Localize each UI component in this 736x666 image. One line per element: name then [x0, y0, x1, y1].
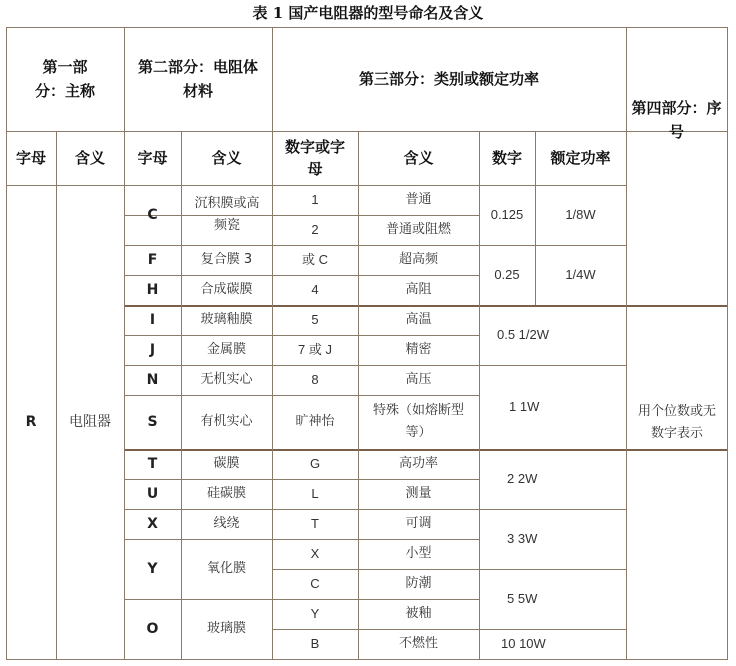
category-code: T — [311, 516, 319, 531]
material-letter: N — [146, 372, 159, 388]
category-meaning: 测量 — [405, 486, 432, 501]
category-code: 8 — [311, 372, 319, 387]
power-rating: 1/4W — [565, 267, 596, 282]
material-meaning: 有机实心 — [200, 414, 253, 429]
power-merged: 5 5W — [507, 591, 538, 606]
header-part1: 第一部分：主称 — [34, 58, 95, 100]
part1-letter: R — [25, 414, 37, 430]
material-letter: I — [149, 312, 156, 328]
category-code: Y — [310, 606, 320, 621]
category-code: 5 — [311, 312, 319, 327]
power-digit: 0.25 — [494, 267, 520, 282]
category-meaning: 精密 — [405, 342, 432, 357]
category-meaning: 高温 — [405, 312, 432, 327]
power-merged: 0.5 1/2W — [497, 327, 550, 342]
resistor-naming-table — [6, 27, 728, 660]
material-letter: S — [147, 414, 158, 430]
category-meaning: 高阻 — [405, 282, 432, 297]
part4-body: 用个位数或无数字表示 — [637, 404, 716, 441]
category-code: 1 — [311, 192, 319, 207]
material-meaning: 线绕 — [213, 516, 240, 531]
material-letter: H — [146, 282, 159, 298]
category-meaning: 可调 — [405, 516, 432, 531]
material-meaning: 玻璃釉膜 — [200, 312, 253, 327]
material-meaning: 碳膜 — [213, 456, 240, 471]
part1-meaning: 电阻器 — [69, 414, 111, 430]
material-letter: J — [149, 342, 156, 358]
subheader-rated-power: 额定功率 — [550, 149, 611, 167]
category-meaning: 高功率 — [398, 456, 438, 471]
category-code: 旷神怡 — [295, 414, 335, 429]
subheader-meaning-3: 含义 — [403, 149, 434, 167]
material-meaning: 合成碳膜 — [200, 282, 253, 297]
category-meaning: 高压 — [405, 372, 432, 387]
category-code: 4 — [311, 282, 319, 297]
category-code: L — [311, 486, 319, 501]
subheader-letter-1: 字母 — [15, 149, 46, 167]
material-letter: U — [146, 486, 159, 502]
power-rating: 1/8W — [565, 207, 596, 222]
power-digit: 0.125 — [490, 207, 524, 222]
subheader-num-or-letter: 数字或字母 — [284, 138, 345, 178]
header-part3: 第三部分：类别或额定功率 — [358, 70, 539, 88]
power-merged: 3 3W — [507, 531, 538, 546]
power-merged: 2 2W — [507, 471, 538, 486]
material-letter: C — [147, 207, 158, 223]
category-meaning: 特殊（如熔断型等） — [372, 403, 464, 440]
material-meaning: 无机实心 — [200, 372, 253, 387]
category-code: C — [310, 576, 320, 591]
category-meaning: 被釉 — [405, 606, 432, 621]
category-meaning: 普通 — [405, 192, 432, 207]
category-code: 2 — [311, 222, 319, 237]
power-merged: 1 1W — [509, 399, 540, 414]
material-meaning: 氧化膜 — [206, 561, 246, 576]
material-meaning: 沉积膜或高频瓷 — [194, 196, 260, 233]
subheader-letter-2: 字母 — [137, 149, 168, 167]
material-meaning: 玻璃膜 — [206, 621, 246, 636]
category-code: X — [310, 546, 320, 561]
category-code: G — [309, 456, 321, 471]
subheader-meaning-1: 含义 — [74, 149, 105, 167]
category-code: 或 C — [301, 252, 328, 267]
subheader-digit: 数字 — [491, 149, 522, 167]
header-part2: 第二部分：电阻体材料 — [138, 58, 259, 100]
category-meaning: 普通或阻燃 — [385, 222, 451, 237]
material-letter: X — [147, 516, 158, 532]
material-meaning: 复合膜 3 — [200, 252, 253, 267]
material-letter: T — [147, 456, 158, 472]
category-meaning: 小型 — [405, 546, 432, 561]
power-merged: 10 10W — [501, 636, 546, 651]
material-letter: F — [147, 252, 158, 268]
category-meaning: 防潮 — [405, 576, 432, 591]
material-meaning: 金属膜 — [206, 342, 246, 357]
material-meaning: 硅碳膜 — [206, 486, 246, 501]
material-letter: O — [146, 621, 159, 637]
subheader-meaning-2: 含义 — [211, 149, 242, 167]
category-meaning: 不燃性 — [398, 636, 438, 651]
material-letter: Y — [147, 561, 158, 577]
table-caption: 表 1 国产电阻器的型号命名及含义 — [252, 4, 484, 22]
header-part4: 第四部分：序号 — [631, 98, 722, 141]
category-meaning: 超高频 — [398, 252, 438, 267]
category-code: 7 或 J — [298, 342, 332, 357]
category-code: B — [310, 636, 320, 651]
